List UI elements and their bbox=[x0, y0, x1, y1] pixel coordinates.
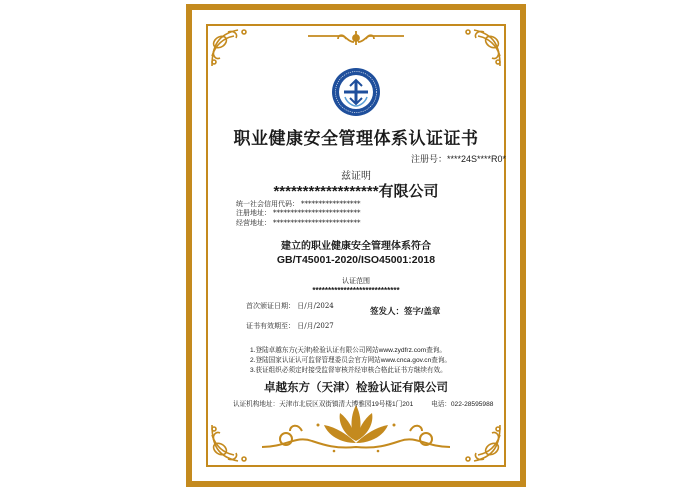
scope-label: 认证范围 bbox=[342, 277, 370, 285]
corner-flourish-icon bbox=[208, 419, 254, 465]
conformity-statement: 建立的职业健康安全管理体系符合 bbox=[281, 241, 431, 252]
valid-until-date bbox=[246, 321, 334, 331]
note-item: 3.获证组织必须定时接受监督审核并经审核合格此证书方继续有效。 bbox=[250, 367, 447, 374]
top-scroll-ornament-icon bbox=[306, 30, 406, 46]
certificate-title: 职业健康安全管理体系认证证书 bbox=[233, 129, 479, 149]
corner-flourish-icon bbox=[458, 26, 504, 72]
organization-contact bbox=[233, 398, 493, 408]
info-value: ************************* bbox=[273, 209, 361, 218]
valid-until-label: 证书有效期至： bbox=[246, 322, 295, 330]
verification-notes bbox=[250, 346, 451, 376]
first-issue-value: 日/月/2024 bbox=[297, 302, 334, 310]
business-address-row bbox=[236, 219, 361, 228]
phone-label: 电话： bbox=[431, 401, 451, 408]
corner-flourish-icon bbox=[208, 26, 254, 72]
first-issue-date bbox=[246, 301, 334, 311]
scope-value: **************************** bbox=[312, 286, 400, 295]
corner-flourish-icon bbox=[458, 419, 504, 465]
issuer-signature: 签发人：签字/盖章 bbox=[370, 306, 441, 316]
bottom-lotus-ornament-icon bbox=[256, 401, 456, 459]
hereby-certify-label: 兹证明 bbox=[341, 171, 371, 182]
company-info bbox=[236, 200, 361, 228]
registration-label: 注册号： bbox=[410, 155, 447, 165]
info-label: 注册地址： bbox=[236, 209, 271, 218]
certificate-frame bbox=[186, 4, 526, 487]
company-name: ******************有限公司 bbox=[273, 183, 439, 200]
note-item: 1.登陆卓越东方(天津)检验认证有限公司网站www.zydfrz.com查询。 bbox=[250, 347, 446, 354]
phone-value: 022-28595988 bbox=[450, 401, 494, 408]
info-value: ***************** bbox=[301, 200, 361, 208]
registered-address-row bbox=[236, 209, 361, 218]
note-item: 2.登陆国家认证认可监督管理委员会官方网站www.cnca.gov.cn查询。 bbox=[250, 357, 452, 364]
first-issue-label: 首次颁证日期： bbox=[246, 302, 295, 310]
registration-value: ****24S****R0* bbox=[446, 154, 506, 164]
certification-seal-logo-icon bbox=[331, 67, 381, 117]
info-label: 统一社会信用代码： bbox=[236, 200, 299, 208]
credit-code-row bbox=[236, 200, 361, 209]
info-label: 经营地址： bbox=[236, 218, 271, 227]
standard-code: GB/T45001-2020/ISO45001:2018 bbox=[276, 254, 436, 266]
certification-organization: 卓越东方（天津）检验认证有限公司 bbox=[264, 382, 448, 394]
address-value: 天津市北辰区双街镇清大博雅园19号楼1门201 bbox=[279, 401, 414, 408]
info-value: ************************* bbox=[273, 218, 361, 227]
address-label: 认证机构地址： bbox=[233, 401, 280, 408]
registration-number bbox=[411, 152, 506, 165]
valid-until-value: 日/月/2027 bbox=[297, 322, 334, 330]
